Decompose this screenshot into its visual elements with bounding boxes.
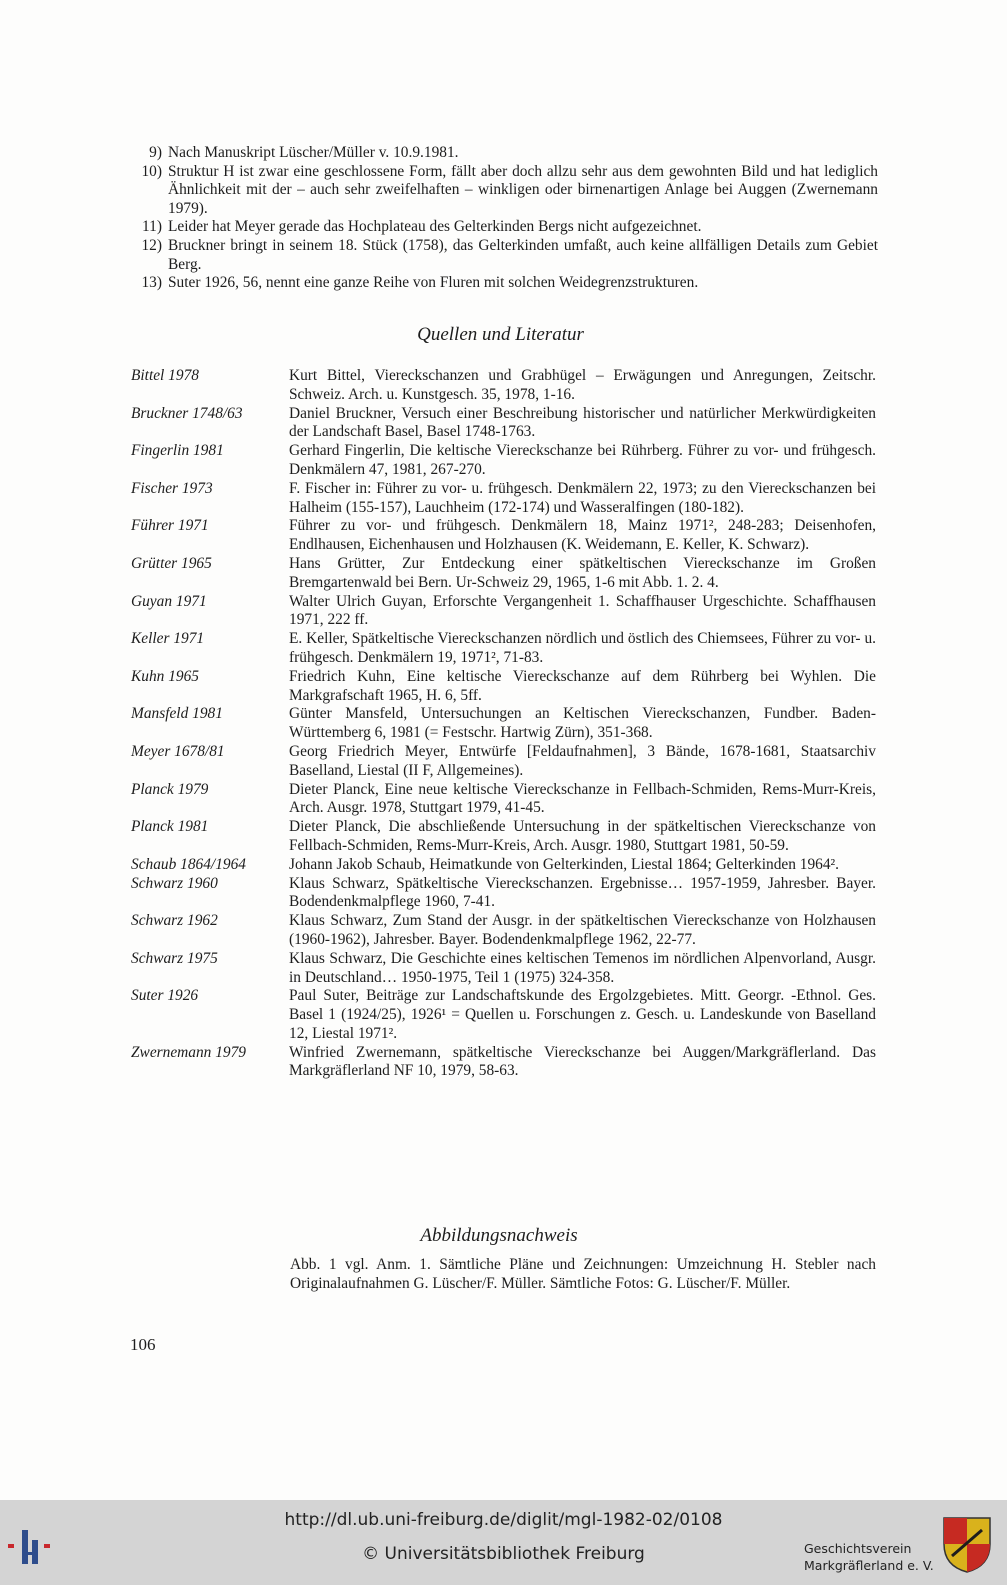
reference-key: Keller 1971 bbox=[131, 630, 205, 648]
reference-text: Daniel Bruckner, Versuch einer Beschreibung historischer und natürlicher Merkwürdigkeiten der Landschaft Basel, Basel 1748-1763. bbox=[289, 404, 876, 441]
footnote-number: 11) bbox=[142, 218, 162, 236]
reference-key: Bittel 1978 bbox=[131, 367, 199, 384]
reference-key: Schwarz 1975 bbox=[131, 949, 218, 967]
organization-name-2: Markgräflerland e. V. bbox=[804, 1558, 934, 1573]
reference-text: Dieter Planck, Die abschließende Untersuchung in der spätkeltischen Viereckschanze von Fellbach-Schmiden, Rems-Murr-Kreis, Arch. Ausgr. 1980, Stuttgart 1981, 50-59. bbox=[289, 818, 876, 854]
reference-entry bbox=[131, 555, 876, 593]
reference-text: Klaus Schwarz, Die Geschichte eines keltischen Temenos im nördlichen Alpenvorland, Ausgr. in Deutschland… 1950-1975, Teil 1 (1975) 324-358. bbox=[289, 949, 876, 986]
reference-text: Winfried Zwernemann, spätkeltische Viereckschanze bei Auggen/Markgräflerland. Das Markgräflerland NF 10, 1979, 58-63. bbox=[289, 1043, 876, 1080]
reference-entry bbox=[131, 987, 876, 1043]
reference-entry bbox=[131, 705, 876, 743]
footnote bbox=[128, 237, 878, 274]
reference-entry bbox=[131, 442, 876, 480]
reference-entry bbox=[131, 781, 876, 819]
footnote-text: Suter 1926, 56, nennt eine ganze Reihe von Fluren mit solchen Weidegrenzstrukturen. bbox=[168, 274, 699, 292]
reference-entry bbox=[131, 1044, 876, 1082]
reference-entry bbox=[131, 818, 876, 856]
reference-entry bbox=[131, 480, 876, 518]
reference-key: Schwarz 1960 bbox=[131, 874, 218, 892]
reference-key: Guyan 1971 bbox=[131, 592, 207, 610]
footnote bbox=[128, 274, 878, 293]
reference-text: Klaus Schwarz, Zum Stand der Ausgr. in der spätkeltischen Viereckschanze von Holzhausen (1960-1962), Jahresber. Bayer. Bodendenkmalpflege 1962, 22-77. bbox=[289, 912, 876, 948]
reference-key: Zwernemann 1979 bbox=[131, 1043, 247, 1061]
footnotes bbox=[128, 144, 878, 293]
reference-text: Gerhard Fingerlin, Die keltische Viereckschanze bei Rührberg. Führer zu vor- und frühgesch. Denkmälern 47, 1981, 267-270. bbox=[289, 442, 876, 478]
footnote-number: 10) bbox=[141, 162, 162, 180]
reference-entry bbox=[131, 630, 876, 668]
footnote-text: Nach Manuskript Lüscher/Müller v. 10.9.1981. bbox=[168, 144, 459, 161]
footer-organization bbox=[804, 1540, 934, 1574]
reference-entry bbox=[131, 517, 876, 555]
reference-text: Günter Mansfeld, Untersuchungen an Keltischen Viereckschanzen, Fundber. Baden-Württemberg 6, 1981 (= Festschr. Hartwig Zürn), 351-368. bbox=[289, 705, 876, 742]
page-number: 106 bbox=[130, 1335, 156, 1354]
reference-key: Planck 1981 bbox=[131, 818, 209, 836]
reference-text: Friedrich Kuhn, Eine keltische Viereckschanze auf dem Rührberg bei Wyhlen. Die Markgrafschaft 1965, H. 6, 5ff. bbox=[289, 667, 876, 704]
references-list bbox=[131, 367, 876, 1081]
footer-bar bbox=[0, 1500, 1007, 1585]
reference-text: Führer zu vor- und frühgesch. Denkmälern 18, Mainz 1971², 248-283; Deisenhofen, Endlhausen, Eichenhausen und Holzhausen (K. Weidemann, E. Keller, K. Schwarz). bbox=[289, 517, 876, 554]
footer-url-link[interactable]: http://dl.ub.uni-freiburg.de/diglit/mgl-1982-02/0108 bbox=[284, 1510, 723, 1530]
footnote-text: Struktur H ist zwar eine geschlossene Form, fällt aber doch allzu sehr aus dem gewohnten Bild und hat lediglich Ähnlichkeit mit der – auch sehr zweifelhaften – winkligen oder birnenartigen Anlage bei Auggen (Zwernemann 1979). bbox=[168, 162, 878, 217]
reference-text: Hans Grütter, Zur Entdeckung einer spätkeltischen Viereckschanze im Großen Bremgartenwald bei Bern. Ur-Schweiz 29, 1965, 1-6 mit Abb. 1. 2. 4. bbox=[289, 554, 876, 591]
footnote-text: Leider hat Meyer gerade das Hochplateau des Gelterkinden Bergs nicht aufgezeichnet. bbox=[168, 218, 702, 236]
organization-name: Geschichtsverein bbox=[804, 1541, 912, 1556]
reference-key: Schwarz 1962 bbox=[131, 912, 218, 930]
reference-key: Grütter 1965 bbox=[131, 554, 212, 572]
reference-text: E. Keller, Spätkeltische Viereckschanzen nördlich und östlich des Chiemsees, Führer zu vor- u. frühgesch. Denkmälern 19, 1971², 71-83. bbox=[289, 630, 876, 666]
reference-entry bbox=[131, 912, 876, 950]
reference-entry bbox=[131, 856, 876, 875]
reference-entry bbox=[131, 405, 876, 443]
references-heading: Quellen und Literatur bbox=[417, 324, 584, 345]
footer-copyright: © Universitätsbibliothek Freiburg bbox=[362, 1544, 645, 1564]
figure-credits: Abb. 1 vgl. Anm. 1. Sämtliche Pläne und Zeichnungen: Umzeichnung H. Stebler nach Originalaufnahmen G. Lüscher/F. Müller. Sämtliche Fotos: G. Lüscher/F. Müller. bbox=[290, 1256, 876, 1292]
footnote bbox=[128, 218, 878, 237]
reference-entry bbox=[131, 668, 876, 706]
reference-text: F. Fischer in: Führer zu vor- u. frühgesch. Denkmälern 22, 1973; zu den Viereckschanzen bei Halheim (155-157), Lauchheim (172-174) und Wasseralfingen (180-182). bbox=[289, 479, 876, 516]
reference-key: Bruckner 1748/63 bbox=[131, 404, 243, 422]
reference-key: Planck 1979 bbox=[131, 780, 209, 798]
reference-key: Führer 1971 bbox=[131, 517, 209, 535]
coat-of-arms-icon bbox=[942, 1516, 992, 1574]
reference-text: Kurt Bittel, Viereckschanzen und Grabhügel – Erwägungen und Anregungen, Zeitschr. Schweiz. Arch. u. Kunstgesch. 35, 1978, 1-16. bbox=[289, 367, 876, 403]
reference-entry bbox=[131, 875, 876, 913]
footnote bbox=[128, 144, 878, 163]
reference-key: Mansfeld 1981 bbox=[131, 705, 223, 723]
footnote-number: 9) bbox=[149, 144, 162, 161]
reference-entry bbox=[131, 593, 876, 631]
reference-text: Georg Friedrich Meyer, Entwürfe [Feldaufnahmen], 3 Bände, 1678-1681, Staatsarchiv Baselland, Liestal (II F, Allgemeines). bbox=[289, 742, 876, 779]
reference-key: Meyer 1678/81 bbox=[131, 742, 225, 760]
reference-key: Kuhn 1965 bbox=[131, 667, 199, 685]
reference-key: Fingerlin 1981 bbox=[131, 442, 224, 460]
reference-text: Klaus Schwarz, Spätkeltische Viereckschanzen. Ergebnisse… 1957-1959, Jahresber. Bayer. Bodendenkmalpflege 1960, 7-41. bbox=[289, 874, 876, 911]
reference-text: Johann Jakob Schaub, Heimatkunde von Gelterkinden, Liestal 1864; Gelterkinden 1964². bbox=[289, 855, 840, 873]
reference-text: Paul Suter, Beiträge zur Landschaftskunde des Ergolzgebietes. Mitt. Georgr. -Ethnol. Ges. Basel 1 (1924/25), 1926¹ = Quellen u. Forschungen z. Gesch. u. Landeskunde von Baselland 12, Liestal 1971². bbox=[289, 987, 876, 1042]
reference-entry bbox=[131, 743, 876, 781]
footnote bbox=[128, 163, 878, 219]
reference-text: Walter Ulrich Guyan, Erforschte Vergangenheit 1. Schaffhauser Urgeschichte. Schaffhausen 1971, 222 ff. bbox=[289, 592, 876, 629]
reference-entry bbox=[131, 367, 876, 405]
reference-key: Suter 1926 bbox=[131, 987, 199, 1005]
reference-entry bbox=[131, 950, 876, 988]
footnote-number: 12) bbox=[141, 236, 162, 254]
figures-heading: Abbildungsnachweis bbox=[420, 1225, 578, 1246]
reference-key: Fischer 1973 bbox=[131, 479, 213, 497]
reference-text: Dieter Planck, Eine neue keltische Viereckschanze in Fellbach-Schmiden, Rems-Murr-Kreis, Arch. Ausgr. 1978, Stuttgart 1979, 41-45. bbox=[289, 780, 876, 817]
footnote-number: 13) bbox=[141, 274, 162, 292]
footnote-text: Bruckner bringt in seinem 18. Stück (1758), das Gelterkinden umfaßt, auch keine allfälligen Details zum Gebiet Berg. bbox=[168, 236, 878, 273]
reference-key: Schaub 1864/1964 bbox=[131, 855, 246, 873]
